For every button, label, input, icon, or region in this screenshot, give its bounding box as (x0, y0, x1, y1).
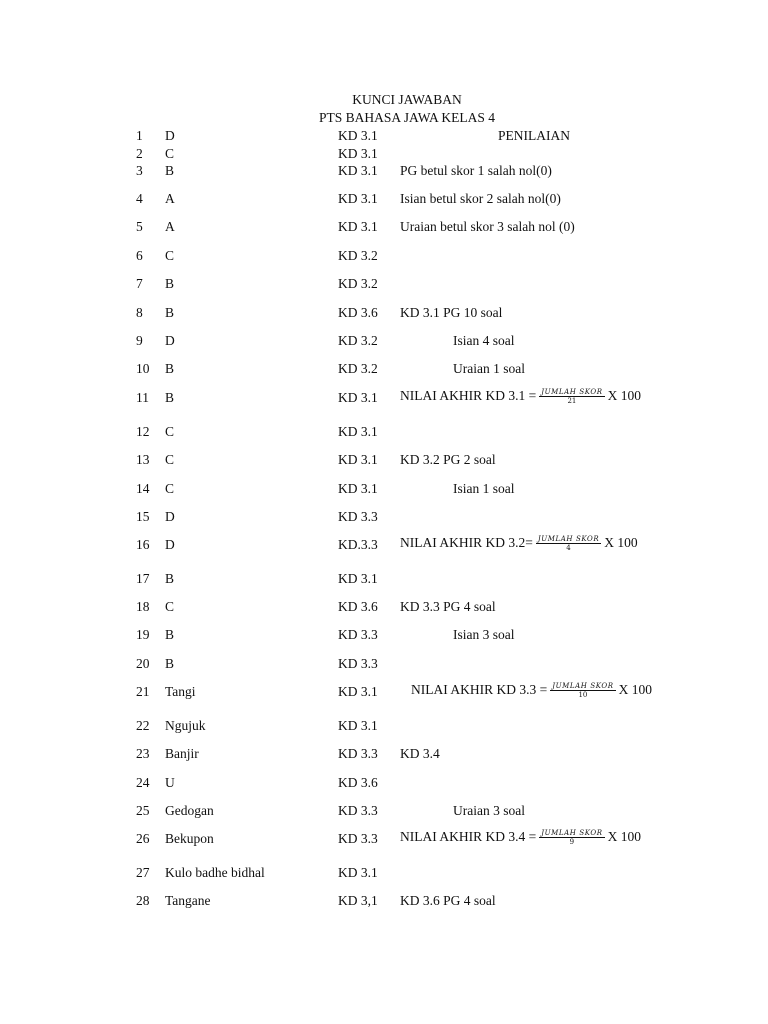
note-kd32-pg: KD 3.2 PG 2 soal (400, 452, 496, 467)
note-kd34: KD 3.4 (400, 746, 440, 761)
formula-kd33: NILAI AKHIR KD 3.3 = $\frac{\text{JUMLAH SKOR}}{10}$ X 100 (411, 682, 652, 699)
formula-kd32: NILAI AKHIR KD 3.2= $\frac{\text{JUMLAH SKOR}}{4}$ X 100 (400, 535, 638, 552)
formula-kd31: NILAI AKHIR KD 3.1 = $\frac{\text{JUMLAH SKOR}}{21}$ X 100 (400, 388, 641, 405)
page-title: KUNCI JAWABAN (352, 92, 462, 107)
note-kd33-pg: KD 3.3 PG 4 soal (400, 599, 496, 614)
note-uraian-score: Uraian betul skor 3 salah nol (0) (400, 219, 575, 234)
note-kd31-pg: KD 3.1 PG 10 soal (400, 305, 503, 320)
note-pg-score: PG betul skor 1 salah nol(0) (400, 163, 552, 178)
note-kd31-uraian: Uraian 1 soal (453, 361, 525, 376)
fraction: $\frac{\text{JUMLAH SKOR}}{9}$ (541, 829, 603, 846)
page-subtitle: PTS BAHASA JAWA KELAS 4 (319, 110, 495, 125)
note-kd31-isian: Isian 4 soal (453, 333, 515, 348)
fraction: $\frac{\text{JUMLAH SKOR}}{10}$ (552, 682, 614, 699)
note-kd32-isian: Isian 1 soal (453, 481, 515, 496)
fraction: $\frac{\text{JUMLAH SKOR}}{4}$ (537, 535, 600, 552)
formula-kd34: NILAI AKHIR KD 3.4 = $\frac{\text{JUMLAH SKOR}}{9}$ X 100 (400, 829, 641, 846)
note-kd34-uraian: Uraian 3 soal (453, 803, 525, 818)
note-kd36-pg: KD 3.6 PG 4 soal (400, 893, 496, 908)
note-kd33-isian: Isian 3 soal (453, 627, 515, 642)
note-isian-score: Isian betul skor 2 salah nol(0) (400, 191, 561, 206)
fraction: $\frac{\text{JUMLAH SKOR}}{21}$ (541, 388, 603, 405)
penilaian-heading: PENILAIAN (498, 128, 570, 143)
